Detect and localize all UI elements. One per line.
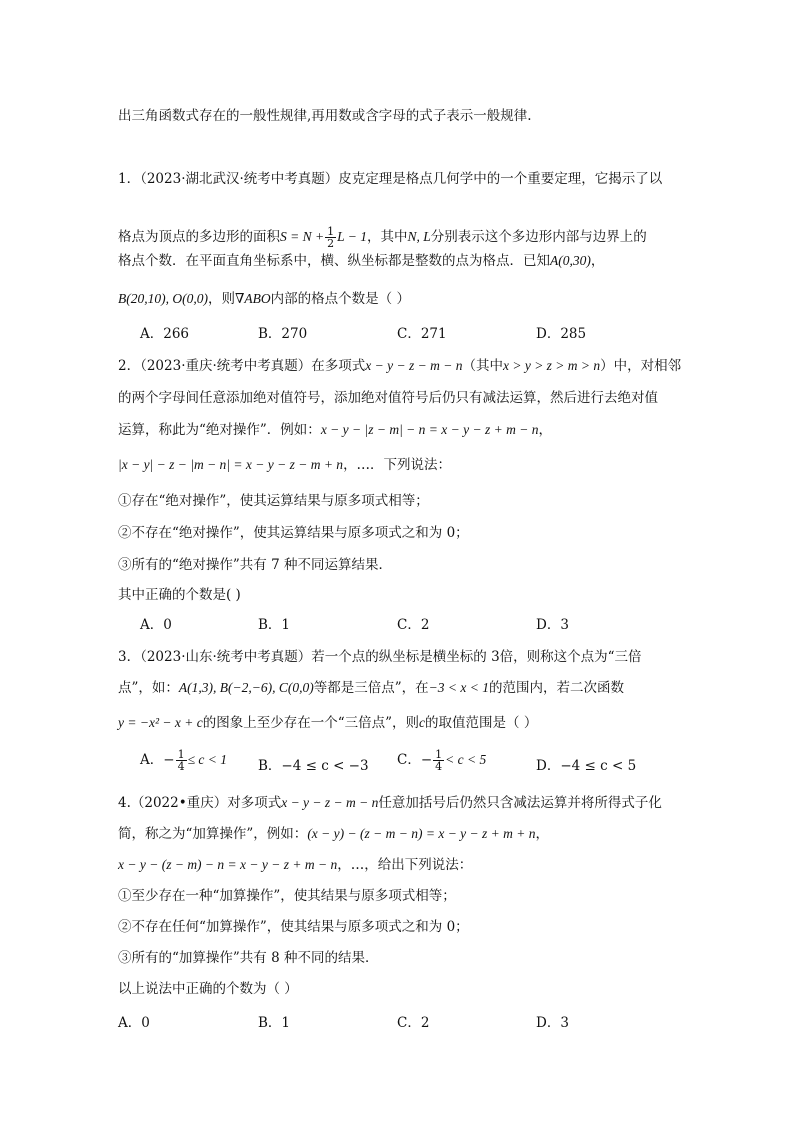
- q3-line-1: 3．（2023·山东·统考中考真题）若一个点的纵坐标是横坐标的 3倍，则称这个点为“三倍: [118, 649, 642, 665]
- q2-line-3: 运算，称此为“绝对操作”．例如：x − y − |z − m| − n = x − y − z + m − n，: [118, 422, 552, 438]
- q2-option-d: D．3: [536, 617, 569, 633]
- q4-option-c: C．2: [397, 1015, 430, 1031]
- q4-option-d: D．3: [536, 1015, 569, 1031]
- q3-option-d: D．−4 ≤ c < 5: [536, 758, 637, 774]
- q2-option-c: C．2: [397, 617, 430, 633]
- q2-line-1: 2．（2023·重庆·统考中考真题）在多项式x − y − z − m − n（其中x > y > z > m > n）中，对相邻: [118, 358, 682, 374]
- q2-statement-1: ①存在“绝对操作”，使其运算结果与原多项式相等；: [118, 493, 429, 509]
- q4-statement-3: ③所有的“加算操作”共有 8 种不同的结果．: [118, 950, 379, 966]
- q2-statement-2: ②不存在“绝对操作”，使其运算结果与原多项式之和为 0；: [118, 525, 469, 541]
- q2-line-2: 的两个字母间任意添加绝对值符号，添加绝对值符号后仍只有减法运算，然后进行去绝对值: [118, 390, 658, 406]
- q1-option-c: C．271: [397, 326, 447, 342]
- q1-line-4: B(20,10), O(0,0)，则∇ABO内部的格点个数是（ ）: [118, 291, 410, 307]
- intro-text: 出三角函数式存在的一般性规律,再用数或含字母的式子表示一般规律.: [118, 108, 532, 124]
- q4-statement-2: ②不存在任何“加算操作”，使其结果与原多项式之和为 0；: [118, 919, 469, 935]
- q3-option-b: B．−4 ≤ c < −3: [258, 758, 369, 774]
- q2-question: 其中正确的个数是( ): [118, 587, 241, 603]
- fraction-half: $\frac{1}{2}$: [327, 225, 335, 250]
- q4-option-a: A．0: [118, 1015, 150, 1031]
- q2-statement-3: ③所有的“绝对操作”共有 7 种不同运算结果．: [118, 557, 392, 573]
- q1-option-b: B．270: [258, 326, 308, 342]
- q2-option-b: B．1: [258, 617, 291, 633]
- q2-line-4: |x − y| − z − |m − n| = x − y − z − m + n，…．下列说法：: [118, 457, 452, 473]
- q4-line-1: 4.（2022•重庆）对多项式x − y − z − m − n任意加括号后仍然只含减法运算并将所得式子化: [118, 795, 662, 811]
- q4-question: 以上说法中正确的个数为（ ）: [118, 981, 298, 997]
- q4-statement-1: ①至少存在一种“加算操作”，使其结果与原多项式相等；: [118, 888, 456, 904]
- q3-line-2: 点”，如：A(1,3), B(−2,−6), C(0,0)等都是三倍点”，在−3 < x < 1的范围内，若二次函数: [118, 680, 624, 696]
- q4-line-2: 简，称之为“加算操作”，例如：(x − y) − (z − m − n) = x − y − z + m + n，: [118, 826, 550, 842]
- q1-option-a: A．266: [140, 326, 190, 342]
- q1-option-d: D．285: [536, 326, 587, 342]
- q1-line-3: 格点个数．在平面直角坐标系中，横、纵坐标都是整数的点为格点．已知A(0,30)，: [118, 253, 605, 269]
- q1-line-1: 1．（2023·湖北武汉·统考中考真题）皮克定理是格点几何学中的一个重要定理，它揭示了以: [118, 171, 663, 187]
- q3-line-3: y = −x² − x + c的图象上至少存在一个“三倍点”，则c的取值范围是（ ）: [118, 715, 538, 731]
- q4-option-b: B．1: [258, 1015, 291, 1031]
- q3-option-a: A．− $\frac{1}{4}$ ≤ c < 1: [140, 748, 227, 773]
- q2-option-a: A．0: [140, 617, 172, 633]
- q3-option-c: C．− $\frac{1}{4}$ < c < 5: [397, 748, 487, 773]
- q1-line-2: 格点为顶点的多边形的面积S = N + $\frac{1}{2}$ L − 1，其中N, L分别表示这个多边形内部与边界上的: [118, 225, 647, 250]
- q4-line-3: x − y − (z − m) − n = x − y − z + m − n，…，给出下列说法：: [118, 857, 473, 873]
- pick-formula: S = N +: [280, 229, 325, 244]
